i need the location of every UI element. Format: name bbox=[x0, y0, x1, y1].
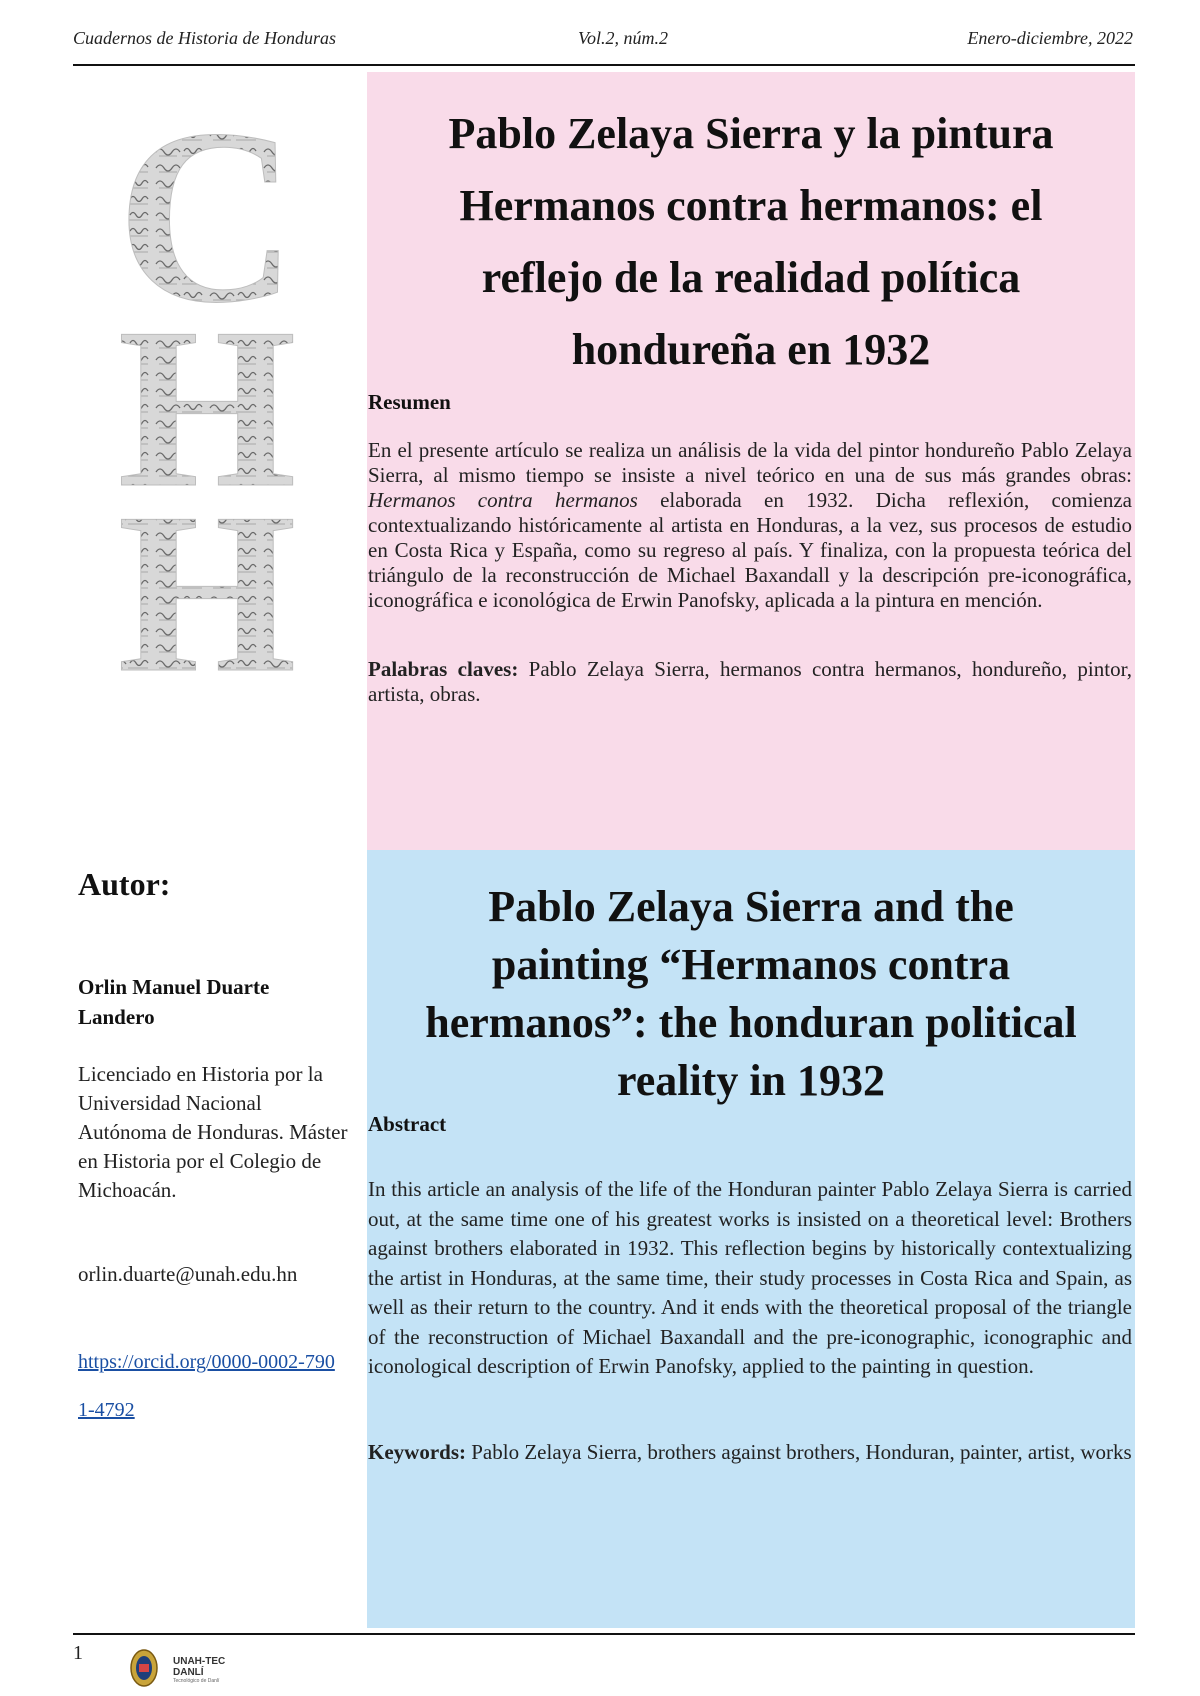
resumen-text: En el presente artículo se realiza un análisis de la vida del pintor hondureño Pablo Zelaya Sierra, al mismo tiempo se insiste a nivel teórico en una de sus más grandes obras: Hermanos contra hermanos elaborada en 1932. Dicha reflexión, comienza contextualizando históricamente al artista en Honduras, a la vez, sus procesos de estudio en Costa Rica y España, como su regreso al país. Y finaliza, con la propuesta teórica del triángulo de la reconstrucción de Michael Baxandall y la descripción pre-iconográfica, iconográfica e iconológica de Erwin Panofsky, aplicada a la pintura en mención. bbox=[368, 438, 1133, 612]
logo-letter-h1: H bbox=[117, 280, 297, 535]
title-line: painting “Hermanos contra bbox=[491, 940, 1011, 989]
issue-date: Enero-diciembre, 2022 bbox=[967, 28, 1133, 48]
article-title-english bbox=[370, 878, 1132, 1110]
title-line: hermanos”: the honduran political bbox=[425, 998, 1077, 1047]
author-bio: Licenciado en Historia por la Universidad Nacional Autónoma de Honduras. Máster en Historia por el Colegio de Michoacán. bbox=[78, 1062, 348, 1202]
orcid-link[interactable]: https://orcid.org/0000-0002-7901-4792 bbox=[78, 1351, 335, 1421]
title-line: reality in 1932 bbox=[616, 1056, 886, 1105]
page-number: 1 bbox=[73, 1642, 83, 1664]
keywords-label: Palabras claves: bbox=[368, 657, 519, 681]
journal-name: Cuadernos de Historia de Honduras bbox=[73, 28, 337, 48]
title-line: Pablo Zelaya Sierra and the bbox=[488, 882, 1014, 931]
resumen-heading: Resumen bbox=[368, 390, 451, 414]
logo-letter-c: C bbox=[116, 110, 298, 355]
footer-rule bbox=[73, 1633, 1135, 1635]
title-line: hondureña en 1932 bbox=[571, 325, 931, 374]
keywords: Keywords: Pablo Zelaya Sierra, brothers against brothers, Honduran, painter, artist, works bbox=[368, 1440, 1132, 1464]
header-rule bbox=[73, 64, 1135, 66]
article-title-spanish bbox=[370, 98, 1132, 386]
palabras-claves: Palabras claves: Pablo Zelaya Sierra, hermanos contra hermanos, hondureño, pintor, artista, obras. bbox=[368, 657, 1132, 706]
title-line: Pablo Zelaya Sierra y la pintura bbox=[448, 109, 1054, 158]
abstract-text: In this article an analysis of the life of the Honduran painter Pablo Zelaya Sierra is carried out, at the same time one of his greatest works is insisted on a theoretical level: Brothers against brothers elaborated in 1932. This reflection begins by historically contextualizing the artist in Honduras, at the same time, their study processes in Costa Rica and Spain, as well as their return to the country. And it ends with the theoretical proposal of the triangle of the reconstruction of Michael Baxandall and the pre-iconographic, iconographic and iconological description of Erwin Panofsky, applied to the painting in question. bbox=[368, 1177, 1132, 1378]
author-heading: Autor: bbox=[78, 866, 171, 902]
institution-label: UNAH-TEC DANLÍ Tecnológico de Danlí bbox=[173, 1656, 226, 1684]
author-email[interactable]: orlin.duarte@unah.edu.hn bbox=[78, 1262, 298, 1286]
journal-logo bbox=[100, 110, 315, 730]
keywords-label: Keywords: bbox=[368, 1440, 466, 1464]
logo-letter-h2: H bbox=[117, 465, 297, 720]
volume-number: Vol.2, núm.2 bbox=[578, 28, 668, 48]
author-name: Orlin Manuel Duarte Landero bbox=[78, 975, 270, 1029]
university-seal-icon bbox=[122, 1646, 167, 1690]
title-line: Hermanos contra hermanos: el bbox=[459, 181, 1043, 230]
painting-title: Hermanos contra hermanos bbox=[368, 488, 638, 512]
title-line: reflejo de la realidad política bbox=[481, 253, 1021, 302]
abstract-heading: Abstract bbox=[368, 1112, 447, 1136]
running-header bbox=[73, 28, 1133, 58]
